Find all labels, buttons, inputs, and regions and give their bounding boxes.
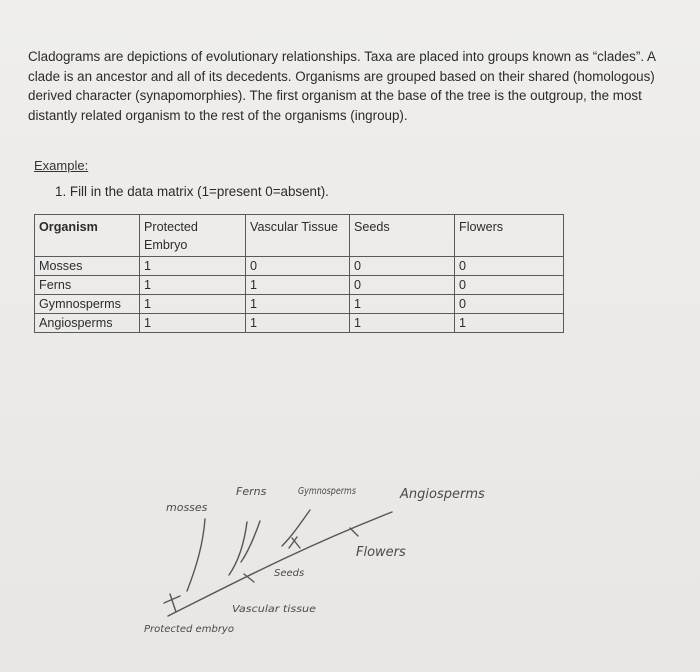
- cell-organism: Angiosperms: [35, 314, 140, 333]
- cell-vascular-tissue: 1: [246, 276, 350, 295]
- trait-label-seeds: Seeds: [274, 568, 305, 579]
- cell-protected-embryo: 1: [140, 314, 246, 333]
- cell-seeds: 0: [350, 257, 455, 276]
- trait-mark-protected-embryo: [164, 594, 180, 612]
- taxon-label-gymnosperms: Gymnosperms: [298, 486, 356, 497]
- cell-seeds: 1: [350, 314, 455, 333]
- cell-flowers: 1: [455, 314, 564, 333]
- cladogram-branch-mosses: [187, 519, 205, 591]
- trait-mark-seeds: [289, 537, 300, 548]
- header-vascular-tissue: Vascular Tissue: [246, 215, 350, 257]
- cell-flowers: 0: [455, 276, 564, 295]
- example-heading: Example:: [34, 158, 89, 173]
- cladogram-branch-ferns: [229, 522, 247, 575]
- cell-organism: Mosses: [35, 257, 140, 276]
- intro-paragraph: Cladograms are depictions of evolutionary relationships. Taxa are placed into groups known as “clades”. A clade is an ancestor and all of its decedents. Organisms are grouped based on their shared (homologous) derived character (synapomorphies). The first organism at the base of the tree is the outgroup, the most distantly related organism to the rest of the organisms (ingroup).: [28, 49, 656, 123]
- header-flowers: Flowers: [455, 215, 564, 257]
- cladogram-main-axis: [168, 512, 392, 616]
- header-protected-embryo: Protected Embryo: [140, 215, 246, 257]
- cell-vascular-tissue: 1: [246, 314, 350, 333]
- cell-seeds: 1: [350, 295, 455, 314]
- trait-label-flowers: Flowers: [356, 545, 406, 560]
- taxon-label-angiosperms: Angiosperms: [400, 487, 485, 502]
- cell-vascular-tissue: 1: [246, 295, 350, 314]
- trait-label-protected-embryo: Protected embryo: [144, 624, 234, 635]
- cell-protected-embryo: 1: [140, 295, 246, 314]
- cladogram-branch-gymnosperms: [282, 510, 310, 546]
- cell-flowers: 0: [455, 257, 564, 276]
- trait-mark-flowers: [350, 528, 358, 536]
- header-organism: Organism: [35, 215, 140, 257]
- cell-protected-embryo: 1: [140, 257, 246, 276]
- cell-protected-embryo: 1: [140, 276, 246, 295]
- cell-organism: Gymnosperms: [35, 295, 140, 314]
- cell-seeds: 0: [350, 276, 455, 295]
- taxon-label-ferns: Ferns: [236, 485, 267, 498]
- trait-label-vascular-tissue: Vascular tissue: [232, 604, 316, 615]
- cell-organism: Ferns: [35, 276, 140, 295]
- taxon-label-mosses: mosses: [166, 501, 208, 514]
- header-seeds: Seeds: [350, 215, 455, 257]
- instruction-text: 1. Fill in the data matrix (1=present 0=absent).: [55, 184, 329, 199]
- cell-vascular-tissue: 0: [246, 257, 350, 276]
- cell-flowers: 0: [455, 295, 564, 314]
